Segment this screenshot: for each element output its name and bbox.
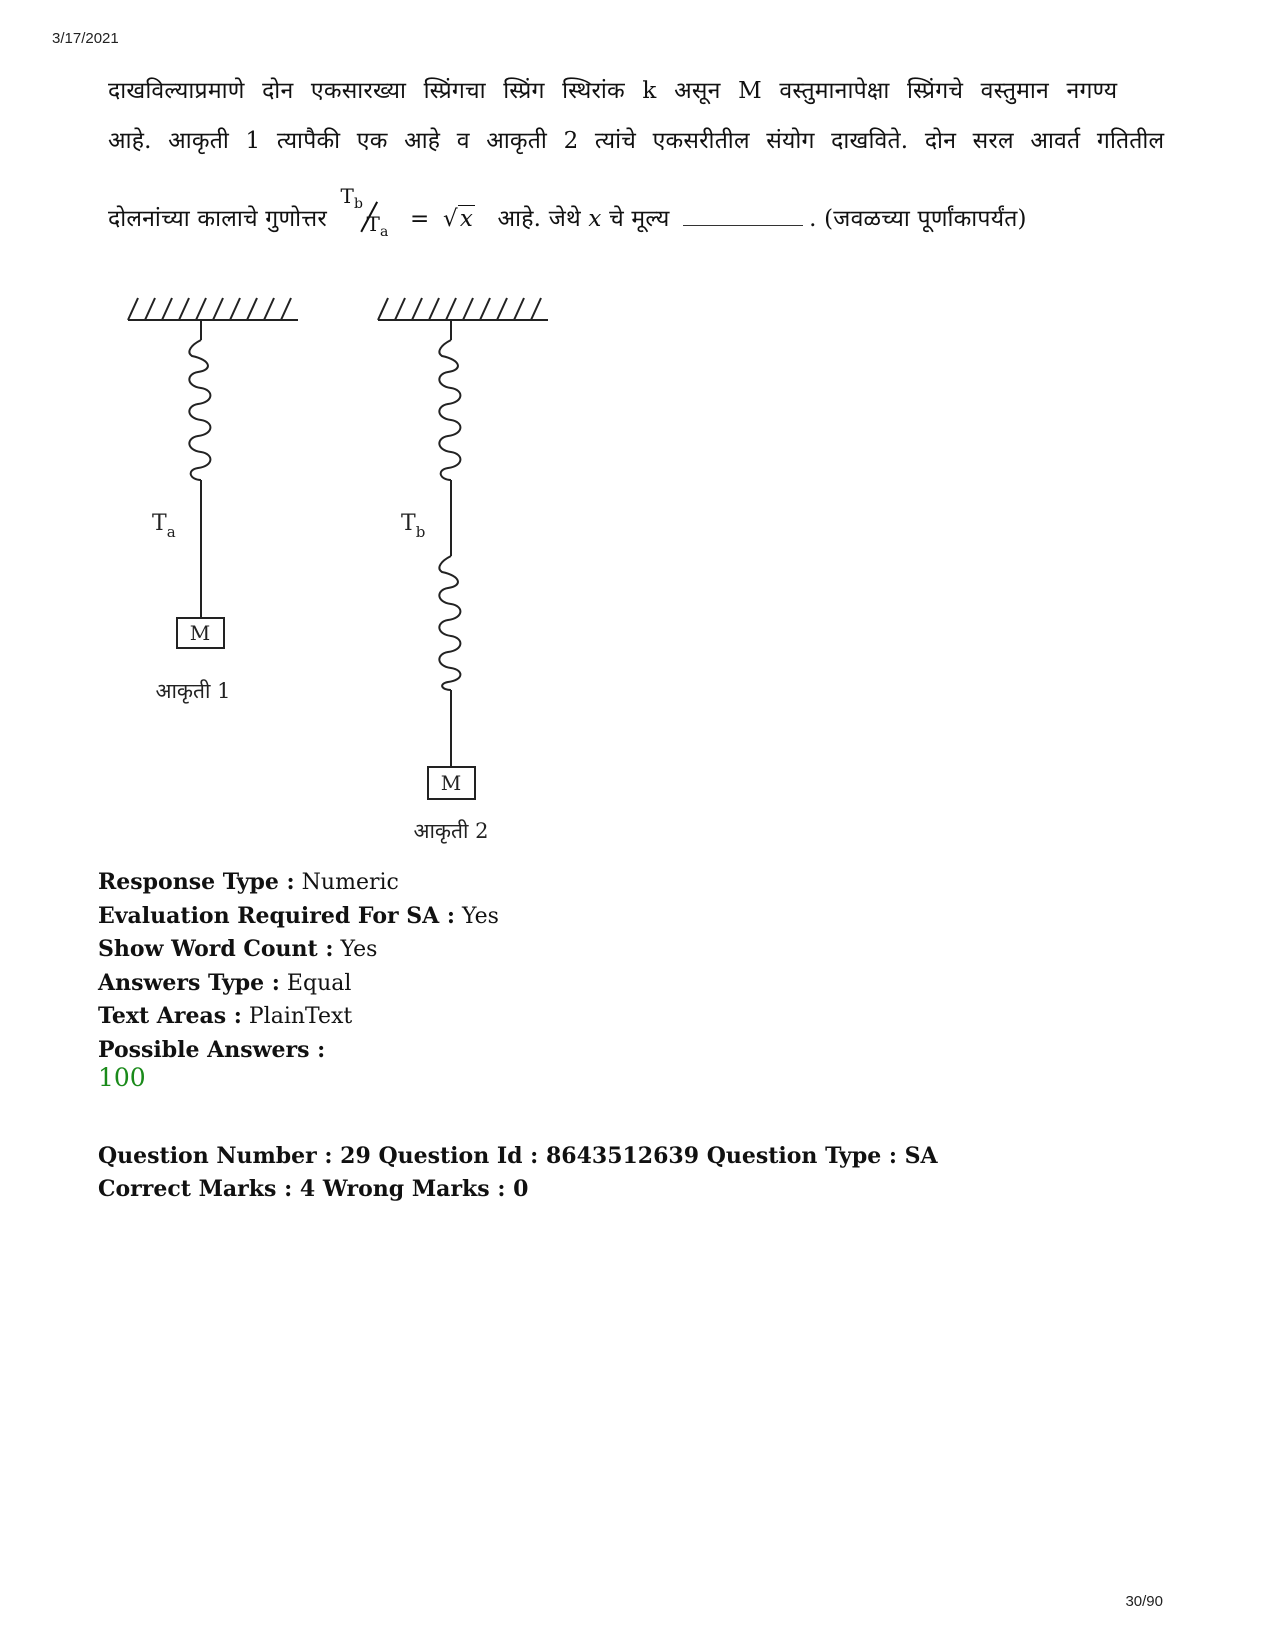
possible-answers-label: Possible Answers :	[98, 1036, 326, 1063]
question-line-1: दाखविल्याप्रमाणे दोन एकसारख्या स्प्रिंगचा स्प्रिंग स्थिरांक k असून M वस्तुमानापेक्षा स्प्रिंगचे वस्तुमान नगण्य	[108, 78, 1118, 104]
question-line-3-after: चे मूल्य	[609, 206, 670, 232]
response-type-row: Response Type : Numeric	[98, 869, 399, 895]
show-word-count-row: Show Word Count : Yes	[98, 936, 378, 962]
sqrt-radicand: x	[459, 206, 473, 232]
answers-type-row: Answers Type : Equal	[98, 969, 352, 996]
question-meta	[98, 1140, 938, 1205]
equals-sign: =	[409, 206, 430, 232]
page-date: 3/17/2021	[52, 30, 119, 47]
ratio-numerator: $T_b$	[340, 184, 364, 212]
fig1-period-label: $T_a$	[152, 511, 176, 541]
variable-x: x	[588, 206, 602, 232]
figure-2	[378, 298, 548, 844]
sqrt-symbol: √	[442, 206, 458, 232]
question-line-3-mid: आहे. जेथे	[497, 206, 581, 232]
mass-label-2: M	[440, 771, 462, 795]
possible-answer-value: 100	[98, 1063, 146, 1092]
figure-1	[128, 298, 298, 704]
question-line-2: आहे. आकृती 1 त्यापैकी एक आहे व आकृती 2 त्यांचे एकसरीतील संयोग दाखविते. दोन सरल आवर्त गतितील	[108, 128, 1165, 154]
ratio-denominator: $T_a$	[366, 212, 389, 240]
text-areas-row: Text Areas : PlainText	[98, 1003, 353, 1029]
evaluation-required-row: Evaluation Required For SA : Yes	[98, 902, 499, 929]
spring-2-upper	[439, 340, 460, 480]
question-line-3-end: . (जवळच्या पूर्णांकापर्यंत)	[809, 206, 1027, 232]
mass-label-1: M	[189, 621, 211, 645]
figure-2-caption: आकृती 2	[413, 819, 489, 843]
ceiling-1	[128, 298, 298, 320]
marks-line: Correct Marks : 4 Wrong Marks : 0	[98, 1175, 529, 1202]
figure-1-caption: आकृती 1	[155, 679, 231, 703]
question-number-line: Question Number : 29 Question Id : 8643512639 Question Type : SA	[98, 1143, 938, 1169]
question-details	[98, 866, 1098, 1067]
spring-1	[189, 340, 210, 480]
page-number: 30/90	[1125, 1593, 1163, 1610]
spring-2-lower	[439, 556, 460, 690]
fig2-period-label: $T_b$	[401, 511, 426, 541]
question-line-3-start: दोलनांच्या कालाचे गुणोत्तर	[108, 206, 327, 232]
ceiling-2	[378, 298, 548, 320]
